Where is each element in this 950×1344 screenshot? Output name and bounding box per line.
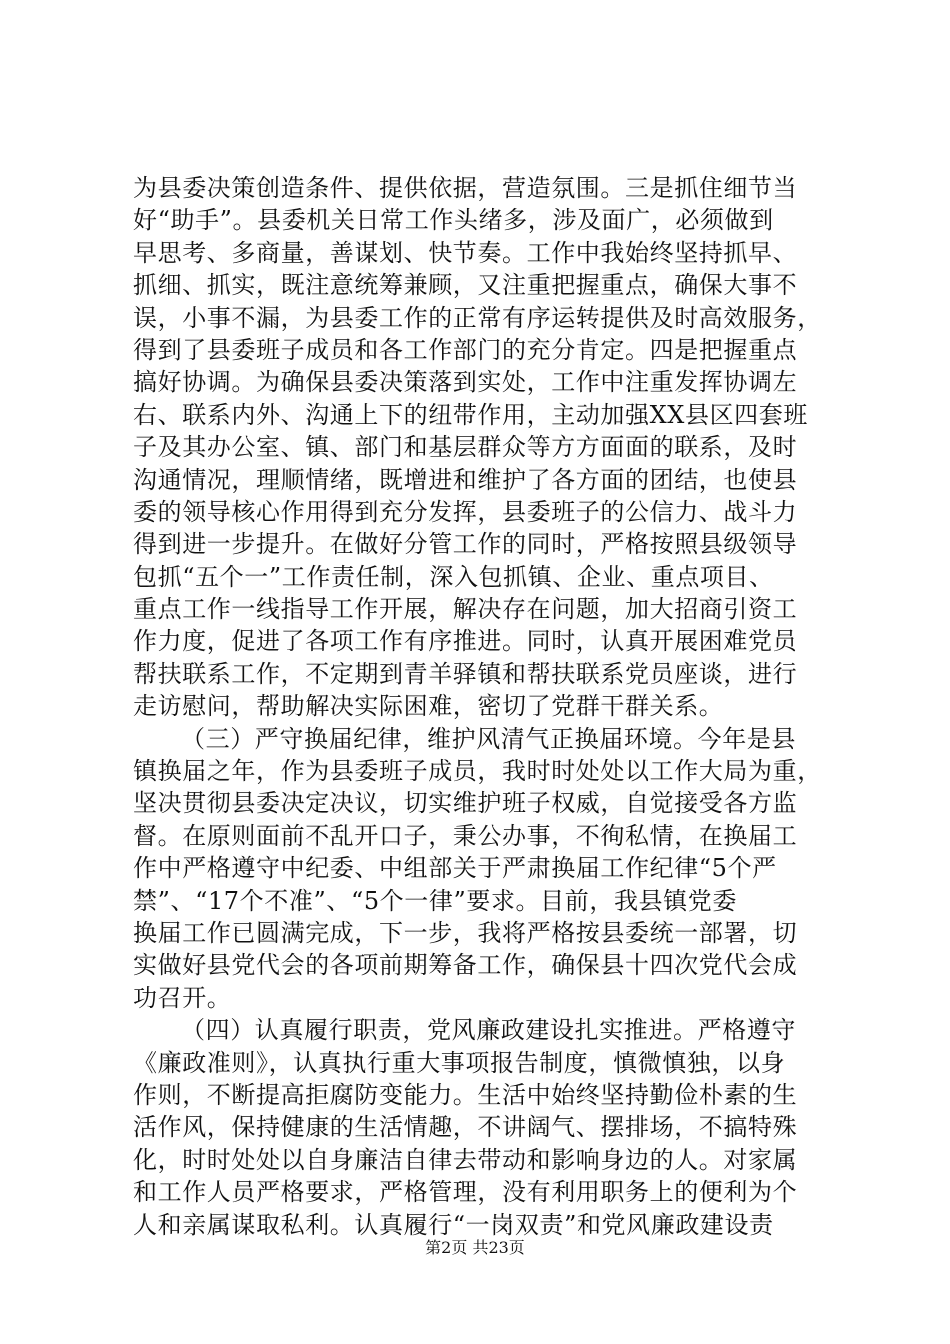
text-line: 坚决贯彻县委决定决议，切实维护班子权威，自觉接受各方监 [133, 789, 798, 818]
text-line: 作力度，促进了各项工作有序推进。同时，认真开展困难党员 [133, 627, 798, 656]
text-line: 重点工作一线指导工作开展，解决存在问题，加大招商引资工 [133, 595, 798, 624]
text-line: 镇换届之年，作为县委班子成员，我时时处处以工作大局为重， [133, 757, 822, 786]
text-line: 《廉政准则》，认真执行重大事项报告制度，慎微慎独，以身 [133, 1048, 786, 1077]
text-line: 禁”、“17个不准”、“5个一律”要求。目前，我县镇党委 [133, 886, 737, 915]
text-line: 得到了县委班子成员和各工作部门的充分肯定。四是把握重点 [133, 335, 798, 364]
text-line: 督。在原则面前不乱开口子，秉公办事，不徇私情，在换届工 [133, 821, 798, 850]
page-footer: 第2页 共23页 [425, 1238, 525, 1257]
text-line: 误，小事不漏，为县委工作的正常有序运转提供及时高效服务， [133, 303, 822, 332]
text-line: 人和亲属谋取私利。认真履行“一岗双责”和党风廉政建设责 [133, 1210, 774, 1239]
text-line: 和工作人员严格要求，严格管理，没有利用职务上的便利为个 [133, 1178, 798, 1207]
text-line: 作中严格遵守中纪委、中组部关于严肃换届工作纪律“5个严 [133, 854, 777, 883]
text-line: 实做好县党代会的各项前期筹备工作，确保县十四次党代会成 [133, 951, 798, 980]
text-line: 为县委决策创造条件、提供依据，营造氛围。三是抓住细节当 [133, 174, 798, 202]
text-line: 活作风，保持健康的生活情趣，不讲阔气、摆排场，不搞特殊 [133, 1113, 798, 1142]
text-line: 子及其办公室、镇、部门和基层群众等方方面面的联系，及时 [133, 433, 798, 462]
text-line: 抓细、抓实，既注意统筹兼顾，又注重把握重点，确保大事不 [133, 271, 798, 300]
text-line: 好“助手”。县委机关日常工作头绪多，涉及面广，必须做到 [133, 206, 774, 235]
text-line: 早思考、多商量，善谋划、快节奏。工作中我始终坚持抓早、 [133, 238, 798, 267]
text-line: 换届工作已圆满完成，下一步，我将严格按县委统一部署，切 [133, 918, 798, 947]
paragraph-first-line: （三）严守换届纪律，维护风清气正换届环境。今年是县 [181, 724, 796, 753]
text-line: 化，时时处处以自身廉洁自律去带动和影响身边的人。对家属 [133, 1145, 798, 1174]
text-line: 帮扶联系工作，不定期到青羊驿镇和帮扶联系党员座谈，进行 [133, 659, 798, 688]
text-line: 右、联系内外、沟通上下的纽带作用，主动加强XX县区四套班 [133, 400, 808, 429]
document-body [133, 172, 833, 1241]
text-line: 功召开。 [133, 983, 232, 1012]
text-line: 得到进一步提升。在做好分管工作的同时，严格按照县级领导 [133, 530, 798, 559]
text-line: 作则，不断提高拒腐防变能力。生活中始终坚持勤俭朴素的生 [133, 1080, 798, 1109]
text-line: 搞好协调。为确保县委决策落到实处，工作中注重发挥协调左 [133, 368, 798, 397]
text-line: 包抓“五个一”工作责任制，深入包抓镇、企业、重点项目、 [133, 562, 774, 591]
text-line: 委的领导核心作用得到充分发挥，县委班子的公信力、战斗力 [133, 497, 798, 526]
text-line: 走访慰问，帮助解决实际困难，密切了党群干群关系。 [133, 692, 724, 721]
text-line: 沟通情况，理顺情绪，既增进和维护了各方面的团结，也使县 [133, 465, 798, 494]
paragraph-first-line: （四）认真履行职责，党风廉政建设扎实推进。严格遵守 [181, 1016, 796, 1045]
